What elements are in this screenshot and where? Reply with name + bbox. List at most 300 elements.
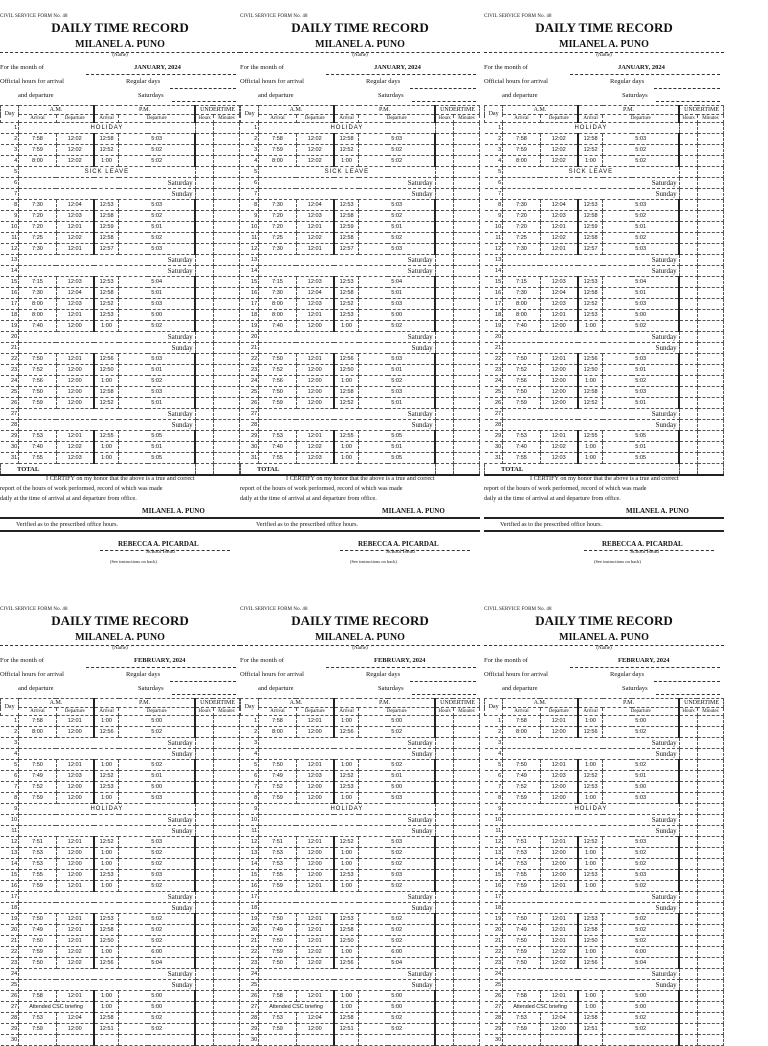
table-row — [241, 277, 480, 288]
undertime-hours-cell — [679, 200, 697, 211]
am-departure-time: 12:03 — [540, 277, 578, 288]
pm-arrival-time: 12:58 — [334, 233, 359, 244]
am-arrival-time: 8:00 — [19, 727, 57, 738]
undertime-minutes-cell — [453, 310, 479, 321]
month-value: JANUARY, 2024 — [134, 64, 181, 71]
day-number: 25 — [1, 387, 19, 398]
weekend-label: Sunday — [19, 420, 195, 431]
undertime-minutes-cell — [453, 1024, 479, 1035]
am-departure-time: 12:01 — [296, 991, 334, 1002]
table-row — [485, 299, 724, 310]
pm-arrival-time: 1:00 — [334, 321, 359, 332]
day-number: 13 — [485, 255, 503, 266]
month-label: For the month of — [484, 657, 528, 664]
day-number: 23 — [241, 365, 259, 376]
am-departure-time: 12:02 — [540, 947, 578, 958]
verified-text: Verified as to the prescribed office hours. — [500, 521, 603, 528]
employee-name: MILANEL A. PUNO — [75, 39, 165, 50]
table-row — [485, 233, 724, 244]
pm-arrival-time: 12:52 — [578, 145, 603, 156]
table-row — [485, 914, 724, 925]
form-number-label: CIVIL SERVICE FORM No. 48 — [240, 607, 308, 612]
undertime-minutes-cell — [453, 420, 479, 431]
undertime-hours-cell — [679, 222, 697, 233]
total-label: TOTAL — [1, 464, 196, 476]
undertime-minutes-cell — [697, 936, 723, 947]
pm-departure-time: 5:02 — [359, 233, 435, 244]
signature-line — [240, 517, 480, 519]
pm-departure-time: 5:02 — [119, 914, 195, 925]
undertime-minutes-cell — [213, 211, 239, 222]
pm-departure-time: 5:02 — [119, 936, 195, 947]
header-row — [241, 106, 480, 115]
header-minutes: Minutes — [697, 115, 723, 123]
am-arrival-time: 7:52 — [259, 365, 297, 376]
pm-departure-time: 5:03 — [119, 299, 195, 310]
table-row — [485, 431, 724, 442]
day-number: 1 — [1, 716, 19, 727]
am-arrival-time: 7:59 — [259, 398, 297, 409]
undertime-minutes-cell — [453, 442, 479, 453]
am-arrival-time: 7:50 — [19, 760, 57, 771]
undertime-hours-cell — [435, 947, 453, 958]
header-hours: Hours — [435, 708, 453, 716]
am-arrival-time: 7:59 — [19, 947, 57, 958]
weekend-label: Saturday — [259, 332, 435, 343]
am-arrival-time: 7:49 — [503, 771, 541, 782]
undertime-minutes-cell — [453, 859, 479, 870]
day-number: 14 — [241, 266, 259, 277]
pm-departure-time: 5:03 — [359, 244, 435, 255]
table-row — [241, 826, 480, 837]
pm-arrival-time: 1:00 — [94, 376, 119, 387]
pm-arrival-time: 12:52 — [578, 398, 603, 409]
am-departure-time: 12:00 — [540, 848, 578, 859]
undertime-minutes-cell — [697, 200, 723, 211]
pm-arrival-time: 12:52 — [334, 837, 359, 848]
am-arrival-time: 8:00 — [503, 156, 541, 167]
undertime-minutes-cell — [213, 815, 239, 826]
undertime-hours-cell — [435, 793, 453, 804]
header-am-departure: Departure — [56, 115, 94, 123]
day-number: 8 — [485, 793, 503, 804]
table-row — [1, 925, 240, 936]
pm-departure-time: 5:02 — [603, 881, 679, 892]
pm-departure-time: 5:01 — [359, 222, 435, 233]
undertime-minutes-cell — [453, 398, 479, 409]
certification-line-1: I CERTIFY on my honor that the above is a true and correct — [530, 475, 679, 482]
am-arrival-time: 7:50 — [19, 958, 57, 969]
day-number: 6 — [1, 178, 19, 189]
table-row — [241, 947, 480, 958]
table-row — [241, 211, 480, 222]
pm-arrival-time: 1:00 — [578, 442, 603, 453]
table-row — [1, 156, 240, 167]
undertime-hours-cell — [195, 354, 213, 365]
am-arrival-time: 7:55 — [503, 453, 541, 464]
pm-arrival-time: 1:00 — [334, 442, 359, 453]
undertime-minutes-cell — [697, 848, 723, 859]
day-number: 12 — [1, 837, 19, 848]
undertime-minutes-cell — [697, 123, 723, 134]
employee-signature-name: MILANEL A. PUNO — [626, 507, 689, 515]
day-number: 14 — [1, 266, 19, 277]
back-instructions-note: (See instructions on back) — [594, 559, 641, 564]
am-departure-time: 12:04 — [56, 288, 94, 299]
table-row — [241, 793, 480, 804]
am-departure-time: 12:03 — [540, 453, 578, 464]
undertime-hours-cell — [195, 881, 213, 892]
undertime-minutes-cell — [213, 266, 239, 277]
pm-departure-time: 5:00 — [603, 310, 679, 321]
undertime-minutes-cell — [697, 409, 723, 420]
undertime-hours-cell — [195, 727, 213, 738]
day-number: 25 — [241, 980, 259, 991]
table-row — [485, 211, 724, 222]
table-row — [241, 1013, 480, 1024]
am-arrival-time: 7:53 — [503, 859, 541, 870]
table-row — [1, 771, 240, 782]
pm-arrival-time: 12:58 — [578, 211, 603, 222]
am-arrival-time: 7:50 — [259, 958, 297, 969]
pm-departure-time: 5:02 — [603, 1013, 679, 1024]
pm-arrival-time — [334, 1035, 359, 1046]
undertime-minutes-cell — [697, 969, 723, 980]
pm-arrival-time: 12:59 — [334, 222, 359, 233]
pm-arrival-time: 1:00 — [578, 859, 603, 870]
undertime-hours-cell — [435, 936, 453, 947]
day-number: 11 — [1, 826, 19, 837]
undertime-hours-cell — [195, 123, 213, 134]
table-row — [485, 178, 724, 189]
am-departure-time: 12:02 — [296, 145, 334, 156]
am-departure-time: 12:02 — [56, 233, 94, 244]
am-departure-time: 12:02 — [296, 958, 334, 969]
pm-departure-time: 5:03 — [603, 793, 679, 804]
undertime-hours-cell — [679, 991, 697, 1002]
day-number: 3 — [1, 738, 19, 749]
day-number: 11 — [241, 233, 259, 244]
am-departure-time: 12:04 — [296, 200, 334, 211]
table-row — [1, 837, 240, 848]
undertime-hours-cell — [679, 343, 697, 354]
regular-days-label: Regular days — [126, 78, 161, 85]
day-number: 29 — [241, 1024, 259, 1035]
pm-departure-time: 5:02 — [603, 211, 679, 222]
table-row — [1, 442, 240, 453]
verify-line — [484, 530, 724, 532]
undertime-minutes-cell — [697, 1013, 723, 1024]
undertime-hours-cell — [679, 398, 697, 409]
pm-departure-time — [119, 1035, 195, 1046]
pm-arrival-time: 12:53 — [578, 200, 603, 211]
undertime-minutes-cell — [697, 980, 723, 991]
undertime-hours-cell — [679, 903, 697, 914]
month-value: FEBRUARY, 2024 — [134, 657, 186, 664]
table-row — [241, 354, 480, 365]
day-remark: Attended CSC briefing — [259, 1002, 334, 1013]
undertime-minutes-cell — [453, 771, 479, 782]
table-row — [485, 749, 724, 760]
am-departure-time: 12:01 — [296, 716, 334, 727]
undertime-hours-cell — [679, 409, 697, 420]
undertime-minutes-cell — [213, 848, 239, 859]
header-undertime: UNDERTIME — [679, 106, 723, 115]
day-number: 3 — [485, 738, 503, 749]
undertime-minutes-cell — [697, 431, 723, 442]
table-row — [241, 991, 480, 1002]
am-departure-time: 12:02 — [296, 134, 334, 145]
pm-arrival-time: 1:00 — [578, 991, 603, 1002]
saturdays-label: Saturdays — [138, 685, 164, 692]
undertime-hours-cell — [679, 804, 697, 815]
am-departure-time: 12:00 — [296, 848, 334, 859]
pm-departure-time: 5:02 — [359, 925, 435, 936]
weekend-label: Sunday — [259, 826, 435, 837]
pm-departure-time: 5:05 — [603, 431, 679, 442]
pm-departure-time: 5:01 — [359, 771, 435, 782]
day-number: 30 — [1, 442, 19, 453]
undertime-minutes-cell — [697, 178, 723, 189]
undertime-minutes-cell — [453, 244, 479, 255]
pm-departure-time: 5:01 — [119, 442, 195, 453]
am-arrival-time: 7:49 — [19, 925, 57, 936]
month-underline — [326, 74, 476, 75]
table-row — [485, 409, 724, 420]
undertime-minutes-cell — [697, 299, 723, 310]
undertime-hours-cell — [435, 332, 453, 343]
undertime-hours-cell — [435, 958, 453, 969]
header-minutes: Minutes — [213, 708, 239, 716]
am-departure-time: 12:01 — [296, 310, 334, 321]
pm-arrival-time: 1:00 — [578, 716, 603, 727]
day-number: 2 — [241, 727, 259, 738]
and-departure-label: and departure — [18, 92, 54, 99]
undertime-hours-cell — [195, 178, 213, 189]
undertime-hours-cell — [679, 354, 697, 365]
am-departure-time: 12:01 — [296, 837, 334, 848]
day-remark: Attended CSC briefing — [503, 1002, 578, 1013]
table-row — [1, 134, 240, 145]
undertime-minutes-cell — [697, 771, 723, 782]
pm-departure-time: 5:02 — [603, 859, 679, 870]
pm-departure-time: 6:00 — [359, 947, 435, 958]
day-number: 5 — [241, 760, 259, 771]
am-arrival-time: 8:00 — [259, 310, 297, 321]
weekend-label: Saturday — [259, 266, 435, 277]
table-row — [241, 431, 480, 442]
table-row — [1, 343, 240, 354]
undertime-minutes-cell — [213, 760, 239, 771]
weekend-label: Sunday — [259, 420, 435, 431]
pm-arrival-time: 1:00 — [334, 848, 359, 859]
undertime-hours-cell — [679, 980, 697, 991]
table-row — [1, 859, 240, 870]
am-arrival-time: 7:53 — [19, 859, 57, 870]
day-number: 22 — [241, 947, 259, 958]
day-number: 11 — [1, 233, 19, 244]
official-hours-label: Official hours for arrival — [484, 671, 548, 678]
am-departure-time: 12:02 — [296, 156, 334, 167]
pm-departure-time: 5:02 — [119, 1013, 195, 1024]
day-number: 20 — [241, 925, 259, 936]
time-record-table — [484, 105, 724, 476]
undertime-hours-cell — [435, 892, 453, 903]
table-row — [1, 365, 240, 376]
pm-departure-time — [603, 1035, 679, 1046]
pm-departure-time: 5:01 — [359, 442, 435, 453]
undertime-minutes-cell — [213, 793, 239, 804]
dtr-form — [240, 607, 480, 1043]
pm-arrival-time: 12:57 — [94, 244, 119, 255]
undertime-minutes-cell — [697, 156, 723, 167]
day-number: 13 — [485, 848, 503, 859]
undertime-minutes-cell — [213, 782, 239, 793]
day-remark: Attended CSC briefing — [19, 1002, 94, 1013]
header-hours: Hours — [435, 115, 453, 123]
undertime-minutes-cell — [453, 387, 479, 398]
undertime-hours-cell — [679, 178, 697, 189]
table-row — [485, 145, 724, 156]
am-arrival-time: 7:59 — [503, 947, 541, 958]
undertime-hours-cell — [195, 387, 213, 398]
am-arrival-time: 7:40 — [19, 442, 57, 453]
am-departure-time: 12:01 — [56, 760, 94, 771]
header-am: A.M. — [503, 699, 578, 708]
day-remark: HOLIDAY — [503, 804, 679, 815]
pm-arrival-time: 12:58 — [334, 134, 359, 145]
am-arrival-time: 7:52 — [503, 365, 541, 376]
am-departure-time: 12:00 — [296, 1024, 334, 1035]
am-departure-time: 12:00 — [296, 398, 334, 409]
am-departure-time: 12:02 — [56, 156, 94, 167]
am-departure-time: 12:02 — [540, 145, 578, 156]
table-row — [485, 156, 724, 167]
pm-arrival-time: 1:00 — [334, 793, 359, 804]
day-number: 23 — [241, 958, 259, 969]
undertime-hours-cell — [435, 870, 453, 881]
day-number: 22 — [1, 947, 19, 958]
pm-departure-time: 5:02 — [119, 1024, 195, 1035]
undertime-hours-cell — [435, 442, 453, 453]
saturdays-label: Saturdays — [378, 685, 404, 692]
undertime-hours-cell — [679, 947, 697, 958]
am-departure-time — [56, 1035, 94, 1046]
undertime-hours-cell — [679, 277, 697, 288]
am-departure-time: 12:01 — [56, 431, 94, 442]
pm-departure-time: 5:02 — [119, 925, 195, 936]
table-row — [241, 892, 480, 903]
table-row — [241, 365, 480, 376]
am-arrival-time: 7:40 — [259, 442, 297, 453]
header-am-arrival: Arrival — [503, 115, 541, 123]
day-number: 22 — [485, 947, 503, 958]
pm-arrival-time: 1:00 — [334, 156, 359, 167]
pm-departure-time: 5:04 — [359, 958, 435, 969]
day-number: 9 — [485, 804, 503, 815]
header-pm-departure: Departure — [119, 708, 195, 716]
header-undertime: UNDERTIME — [435, 699, 479, 708]
weekend-label: Saturday — [259, 969, 435, 980]
undertime-hours-cell — [195, 420, 213, 431]
am-arrival-time: 7:50 — [259, 354, 297, 365]
pm-arrival-time: 1:00 — [334, 1002, 359, 1013]
header-am: A.M. — [19, 106, 94, 115]
undertime-minutes-cell — [213, 354, 239, 365]
undertime-hours-cell — [195, 837, 213, 848]
pm-arrival-time: 12:52 — [94, 837, 119, 848]
undertime-minutes-cell — [213, 738, 239, 749]
undertime-hours-cell — [195, 958, 213, 969]
month-underline — [326, 667, 476, 668]
table-row — [1, 1035, 240, 1046]
am-arrival-time: 7:50 — [503, 354, 541, 365]
weekend-label: Sunday — [259, 749, 435, 760]
pm-departure-time: 5:04 — [119, 277, 195, 288]
table-row — [241, 804, 480, 815]
pm-departure-time: 5:02 — [359, 760, 435, 771]
day-remark: SICK LEAVE — [19, 167, 195, 178]
pm-departure-time: 5:00 — [119, 1002, 195, 1013]
undertime-hours-cell — [195, 991, 213, 1002]
pm-arrival-time: 12:57 — [334, 244, 359, 255]
table-row — [241, 266, 480, 277]
day-number: 11 — [485, 233, 503, 244]
day-number: 21 — [241, 343, 259, 354]
table-row — [485, 277, 724, 288]
table-row — [485, 969, 724, 980]
header-pm-departure: Departure — [603, 708, 679, 716]
am-arrival-time: 7:40 — [19, 321, 57, 332]
table-row — [241, 782, 480, 793]
undertime-minutes-cell — [453, 958, 479, 969]
undertime-hours-cell — [195, 914, 213, 925]
day-number: 28 — [485, 420, 503, 431]
weekend-label: Saturday — [259, 738, 435, 749]
day-number: 23 — [1, 958, 19, 969]
pm-departure-time: 5:05 — [603, 453, 679, 464]
weekend-label: Saturday — [19, 409, 195, 420]
form-title: DAILY TIME RECORD — [51, 20, 189, 35]
weekend-label: Sunday — [259, 903, 435, 914]
pm-arrival-time: 12:50 — [334, 936, 359, 947]
undertime-minutes-cell — [453, 936, 479, 947]
pm-departure-time: 5:03 — [119, 354, 195, 365]
header-pm-arrival: Arrival — [94, 115, 119, 123]
pm-arrival-time: 1:00 — [94, 881, 119, 892]
regular-days-label: Regular days — [366, 78, 401, 85]
employee-name: MILANEL A. PUNO — [75, 632, 165, 643]
day-number: 7 — [1, 189, 19, 200]
undertime-minutes-cell — [453, 233, 479, 244]
am-arrival-time: 7:30 — [259, 244, 297, 255]
undertime-minutes-cell — [697, 727, 723, 738]
official-hours-label: Official hours for arrival — [240, 78, 304, 85]
am-arrival-time: 7:53 — [259, 859, 297, 870]
undertime-minutes-cell — [697, 760, 723, 771]
table-row — [241, 881, 480, 892]
undertime-hours-cell — [195, 310, 213, 321]
undertime-hours-cell — [679, 969, 697, 980]
regular-days-underline — [410, 681, 476, 682]
day-number: 21 — [241, 936, 259, 947]
am-arrival-time: 7:20 — [19, 222, 57, 233]
undertime-hours-cell — [195, 167, 213, 178]
am-arrival-time: 7:53 — [503, 1013, 541, 1024]
undertime-minutes-cell — [213, 376, 239, 387]
undertime-hours-cell — [195, 299, 213, 310]
am-arrival-time: 7:59 — [259, 881, 297, 892]
